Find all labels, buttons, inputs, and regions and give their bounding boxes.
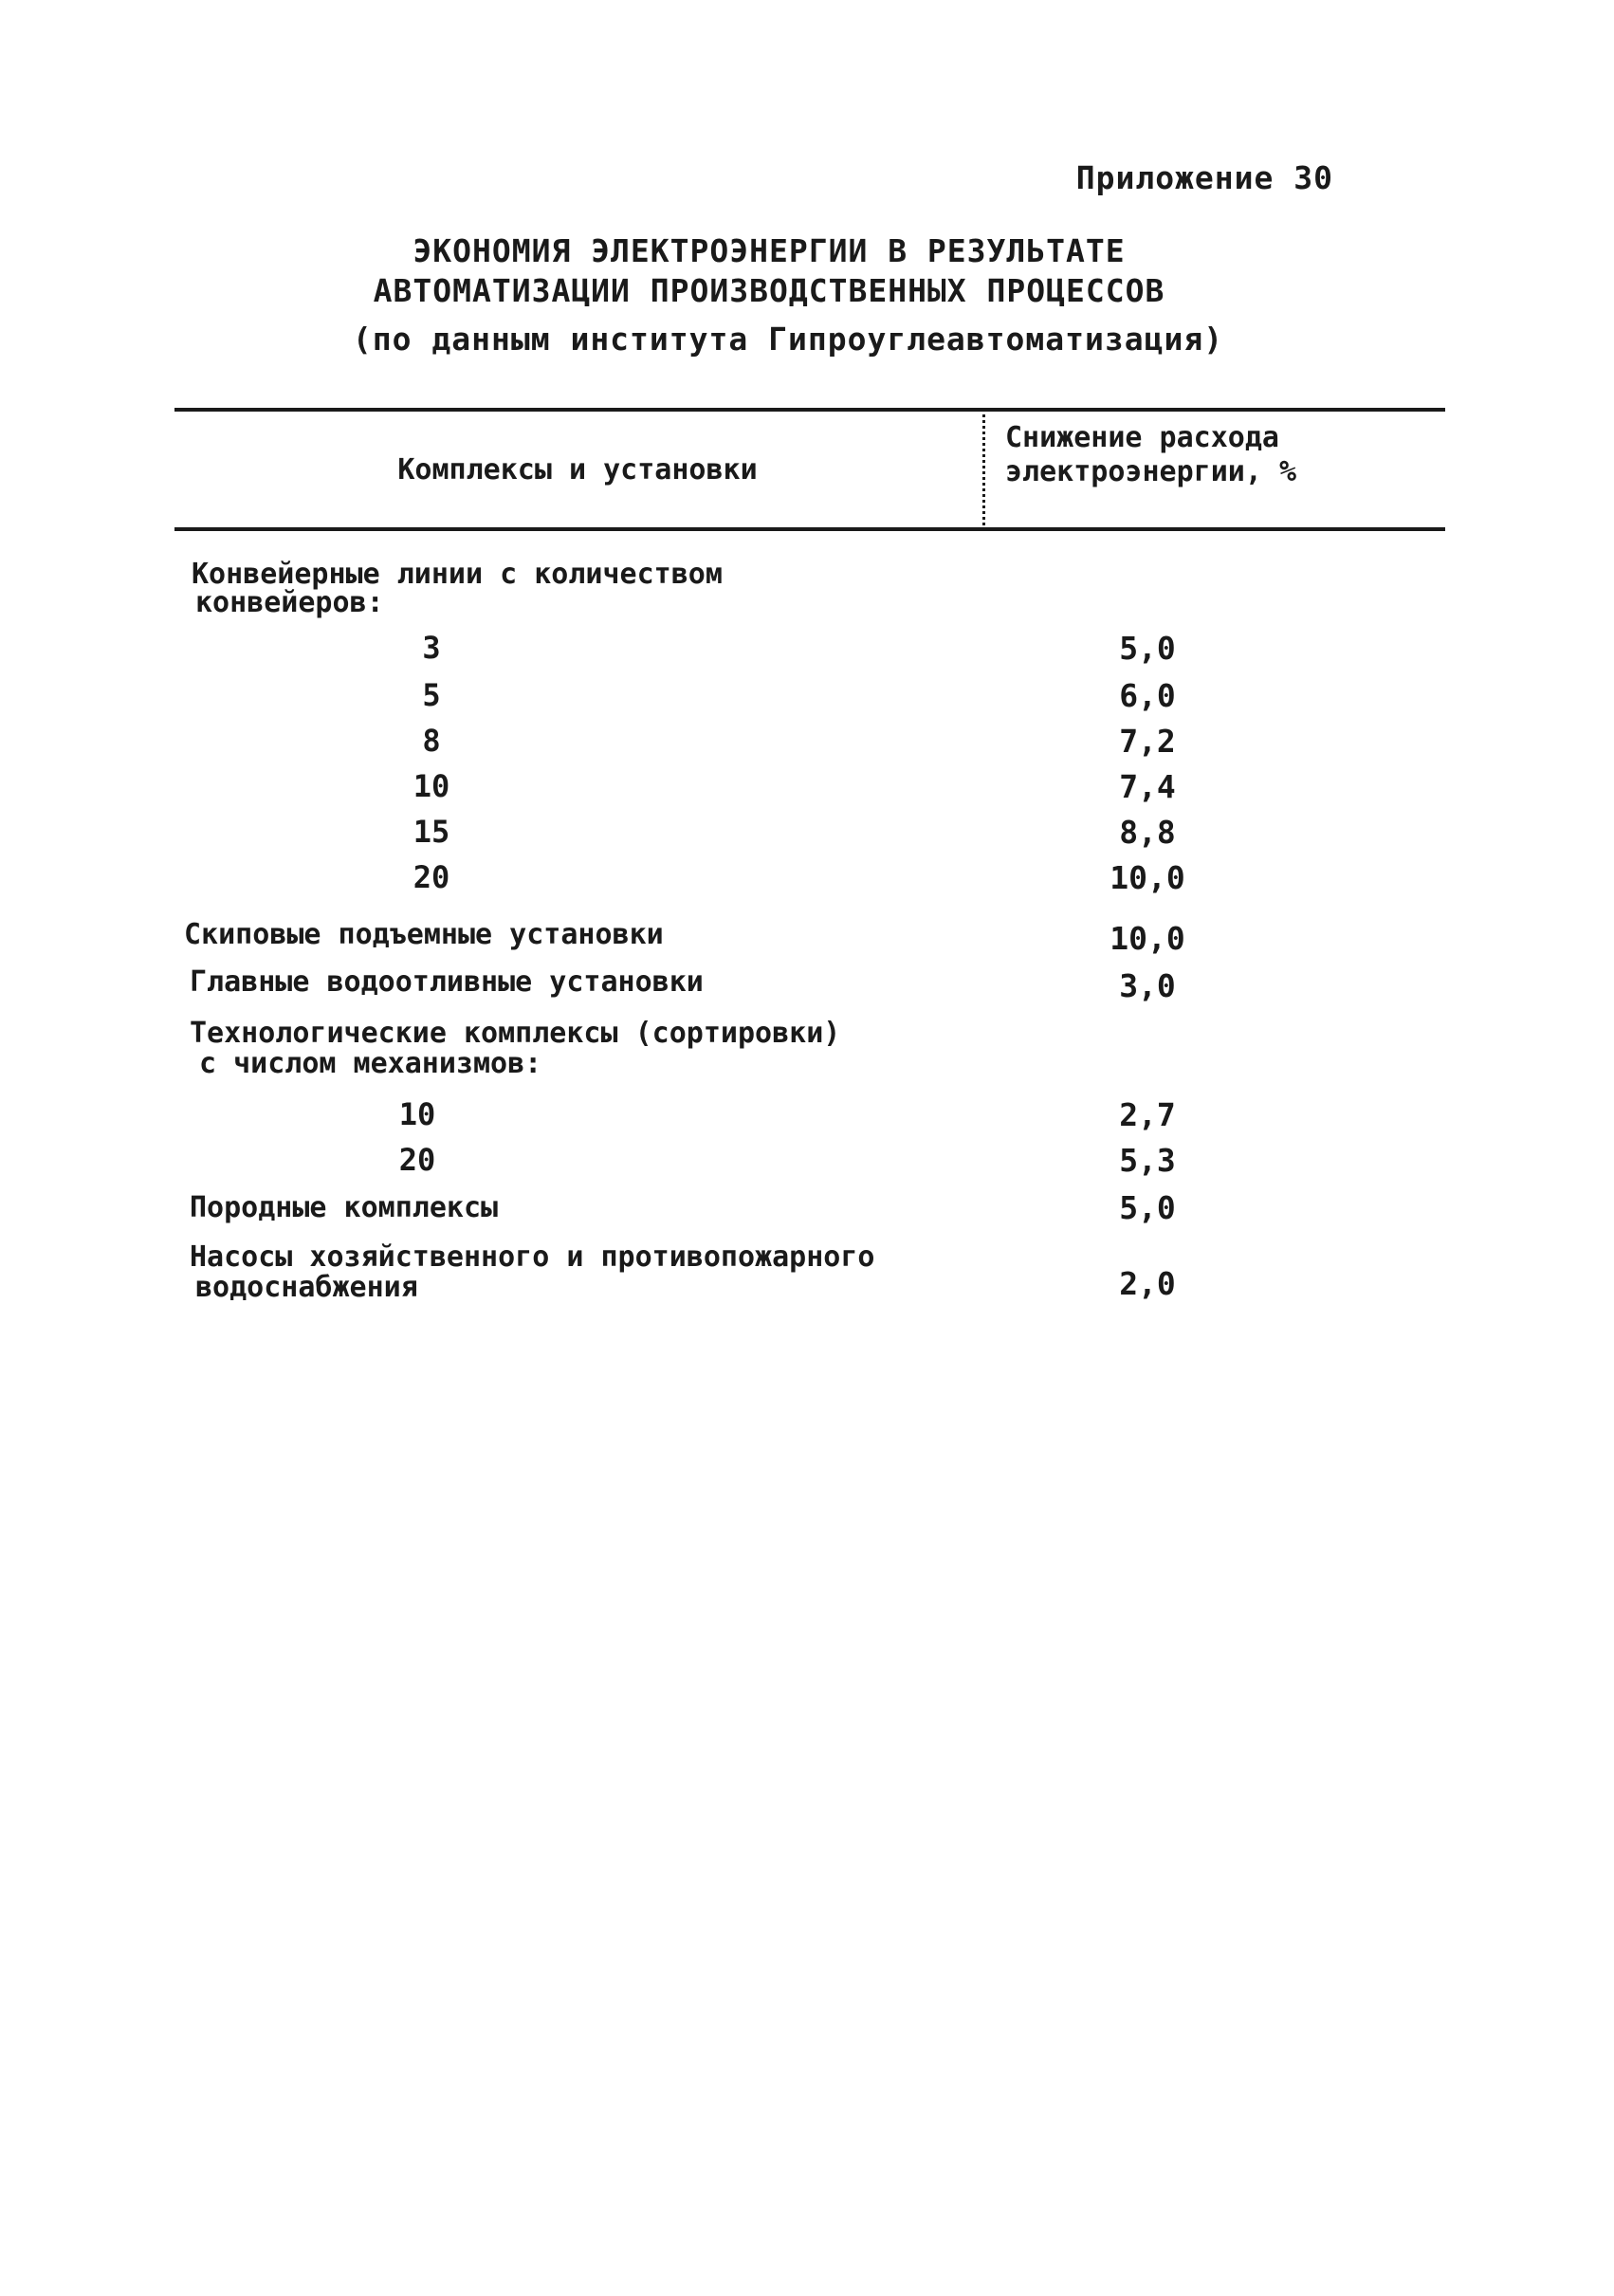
header-complexes: Комплексы и установки [397,453,758,487]
title-line-3: (по данным института Гипроуглеавтоматизация) [352,321,1224,358]
header-energy-reduction-line-1: Снижение расхода [1005,421,1279,454]
tech-label-line-1: Технологические комплексы (сортировки) [190,1017,841,1050]
tech-label-line-2: с числом механизмов: [199,1047,542,1080]
conveyor-count: 5 [422,677,441,713]
conveyor-value: 7,4 [1119,768,1176,805]
header-energy-reduction [1005,421,1296,489]
conveyor-count: 10 [413,768,450,804]
appendix-label: Приложение 30 [1075,159,1333,196]
conveyor-value: 10,0 [1110,859,1185,896]
tech-value: 5,3 [1119,1142,1176,1179]
tech-value: 2,7 [1119,1096,1176,1133]
title-line-1: ЭКОНОМИЯ ЭЛЕКТРОЭНЕРГИИ В РЕЗУЛЬТАТЕ [413,232,1126,269]
pumps-label-line-2: водоснабжения [195,1271,418,1304]
pumps-value: 2,0 [1119,1265,1176,1302]
conveyor-value: 5,0 [1119,630,1176,667]
pumps-label-line-1: Насосы хозяйственного и противопожарного [190,1240,875,1274]
conveyor-count: 3 [422,630,441,666]
skip-label: Скиповые подъемные установки [184,918,664,951]
tech-count: 20 [398,1142,436,1178]
skip-value: 10,0 [1110,920,1185,957]
header-energy-reduction-line-2: электроэнергии, % [1005,455,1297,488]
conveyor-value: 6,0 [1119,677,1176,714]
title-line-2: АВТОМАТИЗАЦИИ ПРОИЗВОДСТВЕННЫХ ПРОЦЕССОВ [373,272,1165,309]
tech-count: 10 [398,1096,436,1132]
conveyor-value: 7,2 [1119,723,1176,760]
table-top-rule [174,408,1445,412]
conveyor-label-line-1: Конвейерные линии с количеством [192,558,723,591]
drainage-value: 3,0 [1119,967,1176,1004]
rock-value: 5,0 [1119,1189,1176,1226]
conveyor-count: 15 [413,814,450,850]
conveyor-count: 20 [413,859,450,895]
rock-label: Породные комплексы [190,1191,499,1224]
table-header-bottom-rule [174,527,1445,531]
header-column-divider [982,408,985,531]
conveyor-label-line-2: конвейеров: [195,586,384,619]
drainage-label: Главные водоотливные установки [190,965,704,999]
conveyor-value: 8,8 [1119,814,1176,851]
conveyor-count: 8 [422,723,441,759]
